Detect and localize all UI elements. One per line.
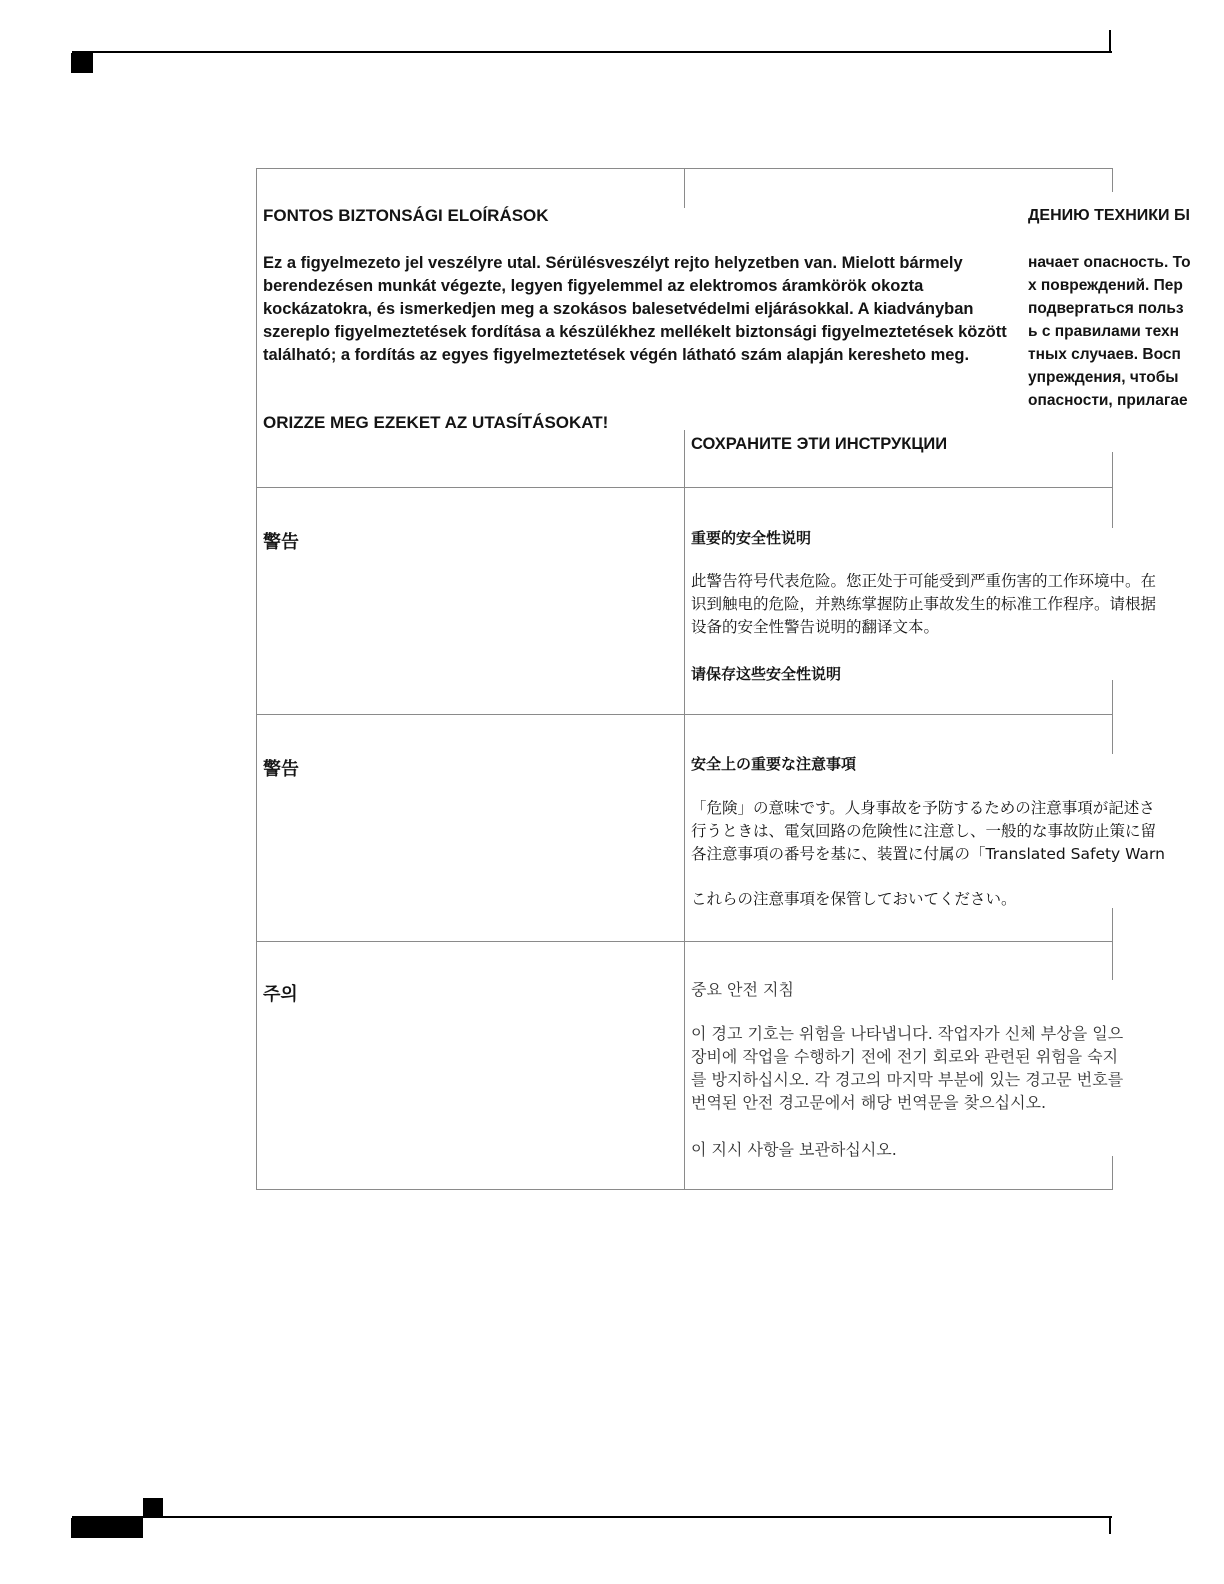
russian-line: ь с правилами техн: [1028, 323, 1180, 340]
column-divider: [684, 168, 685, 208]
chinese-body: [691, 570, 1224, 639]
chinese-warning-label: 警告: [263, 532, 299, 553]
japanese-line: 行うときは、電気回路の危険性に注意し、一般的な事故防止策に留: [691, 822, 1157, 840]
russian-heading-fragment: ДЕНИЮ ТЕХНИКИ БІ: [1028, 207, 1190, 224]
column-divider: [684, 430, 685, 1190]
footer-marker-square: [143, 1498, 163, 1516]
footer-tick: [1109, 1518, 1111, 1534]
korean-line: 이 경고 기호는 위험을 나타냅니다. 작업자가 신체 부상을 일으: [691, 1024, 1124, 1043]
korean-caution-label: 주의: [263, 984, 298, 1005]
hungarian-save-notice: ORIZZE MEG EZEKET AZ UTASÍTÁSOKAT!: [263, 413, 609, 432]
russian-line: тных случаев. Восп: [1028, 346, 1181, 363]
korean-line: 장비에 작업을 수행하기 전에 전기 회로와 관련된 위험을 숙지: [691, 1047, 1119, 1066]
japanese-line: 各注意事項の番号を基に、装置に付属の「Translated Safety Warn: [691, 845, 1165, 863]
japanese-heading: 安全上の重要な注意事項: [691, 755, 857, 773]
chinese-line: 设备的安全性警告说明的翻译文本。: [691, 618, 940, 636]
japanese-body: [691, 797, 1224, 866]
footer-rule: [72, 1516, 1112, 1518]
chinese-save-notice: 请保存这些安全性说明: [691, 665, 842, 683]
korean-body: [691, 1022, 1224, 1114]
hungarian-heading: FONTOS BIZTONSÁGI ELOÍRÁSOK: [263, 206, 549, 225]
korean-heading: 중요 안전 지침: [691, 980, 794, 999]
russian-save-notice: СОХРАНИТЕ ЭТИ ИНСТРУКЦИИ: [691, 435, 948, 453]
table-left-border: [256, 168, 257, 1190]
table-right-border: [1112, 1156, 1113, 1190]
japanese-warning-label: 警告: [263, 759, 299, 780]
japanese-save-notice: これらの注意事項を保管しておいてください。: [691, 890, 1017, 908]
header-tick: [1109, 30, 1111, 52]
russian-line: опасности, прилагае: [1028, 392, 1188, 409]
chinese-line: 此警告符号代表危险。您正处于可能受到严重伤害的工作环境中。在: [691, 572, 1157, 590]
russian-line: подвергаться польз: [1028, 300, 1184, 317]
korean-line: 번역된 안전 경고문에서 해당 번역문을 찾으십시오.: [691, 1093, 1047, 1112]
russian-clipped-fragment: [1028, 190, 1224, 420]
chinese-heading: 重要的安全性说明: [691, 529, 812, 547]
chinese-line: 识到触电的危险，并熟练掌握防止事故发生的标准工作程序。请根据: [691, 595, 1157, 613]
russian-line: упреждения, чтобы: [1028, 369, 1179, 386]
header-marker: [71, 53, 93, 73]
hungarian-body: Ez a figyelmezeto jel veszélyre utal. Sérülésveszélyt rejto helyzetben van. Mielott bármely berendezésen munkát végezte, legyen figyelemmel az elektromos áramkörök okozta kockázatokra, és ismerkedjen meg a szokásos balesetvédelmi eljárásokkal. A kiadványban szereplo figyelmeztetések fordítása a készülékhez mellékelt biztonsági figyelmeztetések között található; a fordítás az egyes figyelmeztetések végén látható szám alapján keresheto meg.: [263, 254, 1007, 364]
footer-marker-bar: [71, 1518, 143, 1538]
header-rule: [72, 51, 1112, 53]
japanese-line: 「危険」の意味です。人身事故を予防するための注意事項が記述さ: [691, 799, 1155, 817]
korean-save-notice: 이 지시 사항을 보관하십시오.: [691, 1140, 897, 1159]
russian-line: начает опасность. То: [1028, 254, 1191, 271]
table-right-border: [1112, 908, 1113, 980]
table-right-border: [1112, 680, 1113, 754]
table-right-border: [1112, 452, 1113, 528]
russian-line: х повреждений. Пер: [1028, 277, 1183, 294]
table-right-border: [1112, 168, 1113, 192]
korean-line: 를 방지하십시오. 각 경고의 마지막 부분에 있는 경고문 번호를: [691, 1070, 1124, 1089]
